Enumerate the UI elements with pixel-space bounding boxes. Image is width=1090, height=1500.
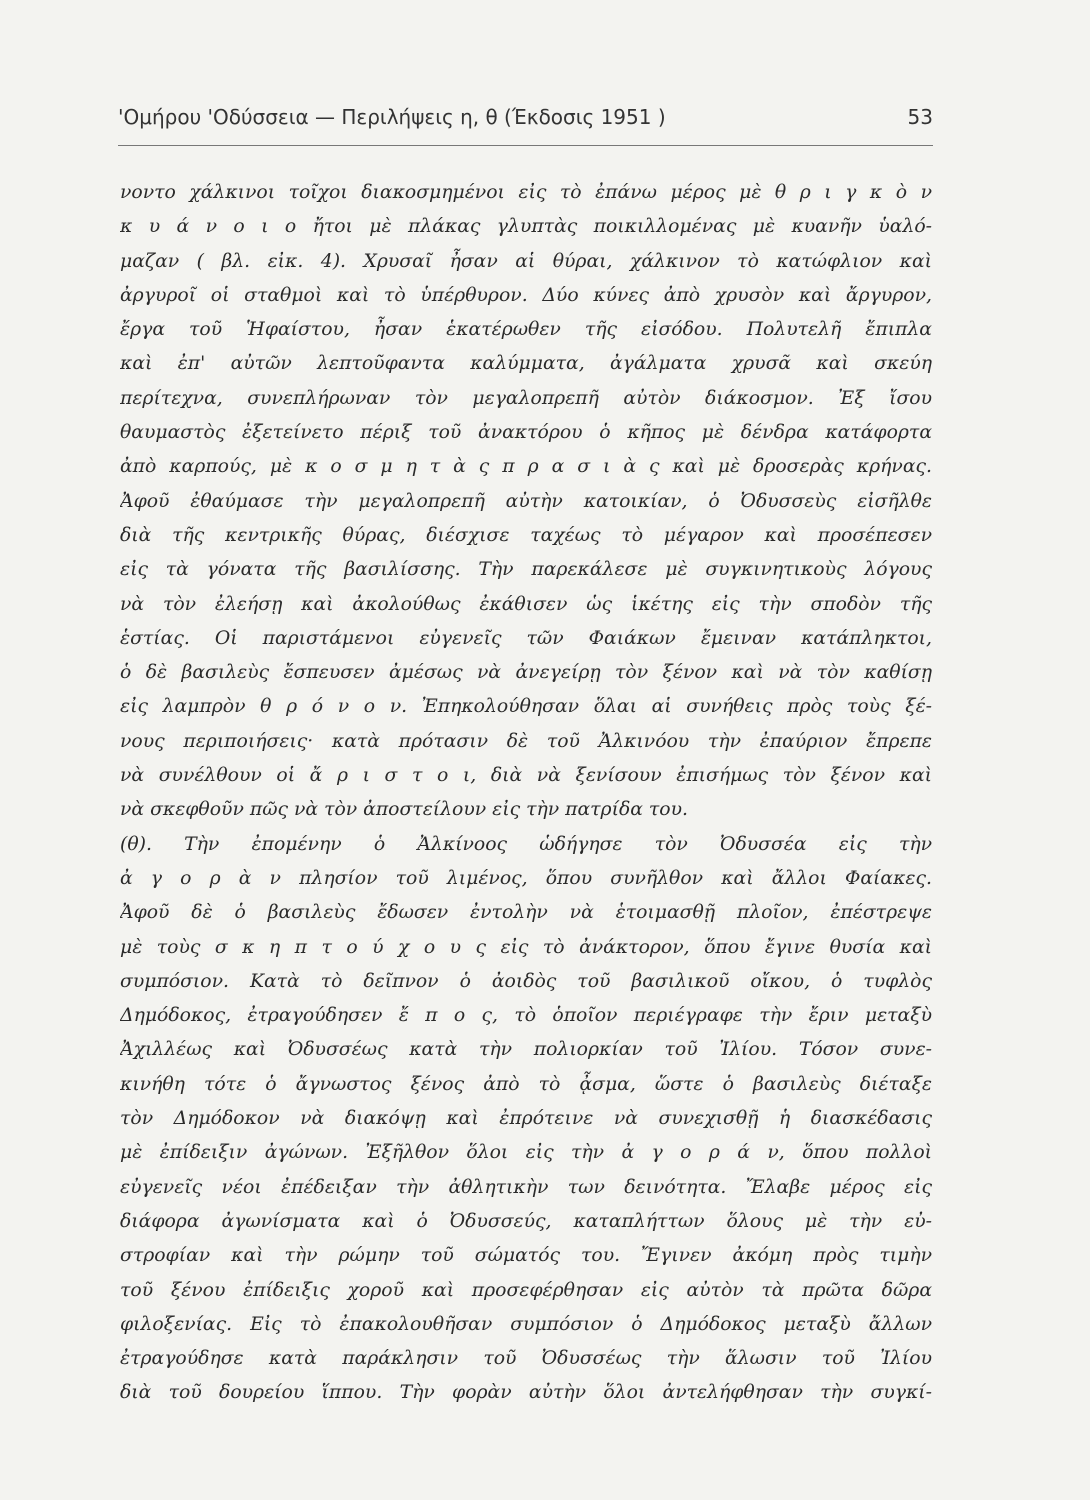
text-line: νὰ σκεφθοῦν πῶς νὰ τὸν ἀποστείλουν εἰς τὴν πατρίδα του.: [120, 799, 688, 821]
text-line: νὰ συνέλθουν οἱ ἄ ρ ι σ τ ο ι, διὰ νὰ ξενίσουν ἐπισήμως τὸν ξένον καὶ: [120, 765, 932, 787]
header-title: 'Ομήρου 'Οδύσσεια — Περιλήψεις η, θ (Έκδοσις 1951 ): [118, 105, 666, 129]
header-divider: [118, 145, 933, 146]
text-line: ἀργυροῖ οἱ σταθμοὶ καὶ τὸ ὑπέρθυρον. Δύο κύνες ἀπὸ χρυσὸν καὶ ἄργυρον,: [120, 284, 932, 306]
text-line: μαζαν ( βλ. εἰκ. 4). Χρυσαῖ ἦσαν αἱ θύραι, χάλκινον τὸ κατώφλιον καὶ: [120, 250, 932, 272]
text-line: θαυμαστὸς ἐξετείνετο πέριξ τοῦ ἀνακτόρου ὁ κῆπος μὲ δένδρα κατάφορτα: [120, 422, 932, 444]
text-line: μὲ ἐπίδειξιν ἀγώνων. Ἐξῆλθον ὅλοι εἰς τὴν ἀ γ ο ρ ά ν, ὅπου πολλοὶ: [120, 1142, 932, 1164]
text-line: Ἀφοῦ ἐθαύμασε τὴν μεγαλοπρεπῆ αὐτὴν κατοικίαν, ὁ Ὀδυσσεὺς εἰσῆλθε: [120, 490, 932, 512]
body-text: [120, 176, 932, 1411]
text-line: νοντο χάλκινοι τοῖχοι διακοσμημένοι εἰς τὸ ἐπάνω μέρος μὲ θ ρ ι γ κ ὸ ν: [120, 182, 932, 203]
text-line: κ υ ά ν ο ι ο ἤτοι μὲ πλάκας γλυπτὰς ποικιλλομένας μὲ κυανῆν ὑαλό-: [120, 216, 932, 238]
text-line: ἔργα τοῦ Ἡφαίστου, ἦσαν ἑκατέρωθεν τῆς εἰσόδου. Πολυτελῆ ἔπιπλα: [120, 319, 932, 341]
text-line: συμπόσιον. Κατὰ τὸ δεῖπνον ὁ ἀοιδὸς τοῦ βασιλικοῦ οἴκου, ὁ τυφλὸς: [120, 970, 932, 992]
text-line: τὸν Δημόδοκον νὰ διακόψῃ καὶ ἐπρότεινε νὰ συνεχισθῇ ἡ διασκέδασις: [120, 1108, 932, 1130]
text-line: Ἀφοῦ δὲ ὁ βασιλεὺς ἔδωσεν ἐντολὴν νὰ ἑτοιμασθῇ πλοῖον, ἐπέστρεψε: [120, 902, 932, 924]
text-line: διὰ τοῦ δουρείου ἵππου. Τὴν φορὰν αὐτὴν ὅλοι ἀντελήφθησαν τὴν συγκί-: [120, 1382, 932, 1404]
text-line: νὰ τὸν ἐλεήσῃ καὶ ἀκολούθως ἐκάθισεν ὡς ἱκέτης εἰς τὴν σποδὸν τῆς: [120, 593, 932, 615]
text-line: ἀ γ ο ρ ὰ ν πλησίον τοῦ λιμένος, ὅπου συνῆλθον καὶ ἄλλοι Φαίακες.: [120, 867, 932, 889]
text-line: τοῦ ξένου ἐπίδειξις χοροῦ καὶ προσεφέρθησαν εἰς αὐτὸν τὰ πρῶτα δῶρα: [120, 1279, 932, 1301]
text-line: κινήθη τότε ὁ ἄγνωστος ξένος ἀπὸ τὸ ᾆσμα, ὥστε ὁ βασιλεὺς διέταξε: [120, 1073, 932, 1095]
text-line: μὲ τοὺς σ κ η π τ ο ύ χ ο υ ς εἰς τὸ ἀνάκτορον, ὅπου ἔγινε θυσία καὶ: [120, 936, 932, 958]
text-line: εἰς λαμπρὸν θ ρ ό ν ο ν. Ἐπηκολούθησαν ὅλαι αἱ συνήθεις πρὸς τοὺς ξέ-: [120, 696, 932, 718]
running-header: [118, 105, 933, 137]
text-line: ἀπὸ καρπούς, μὲ κ ο σ μ η τ ὰ ς π ρ α σ ι ὰ ς καὶ μὲ δροσερὰς κρήνας.: [120, 456, 932, 478]
text-line: εὐγενεῖς νέοι ἐπέδειξαν τὴν ἀθλητικὴν των δεινότητα. Ἔλαβε μέρος εἰς: [120, 1176, 932, 1198]
page-number: 53: [907, 105, 933, 129]
text-line: ἑστίας. Οἱ παριστάμενοι εὐγενεῖς τῶν Φαιάκων ἔμειναν κατάπληκτοι,: [120, 627, 932, 649]
text-line: περίτεχνα, συνεπλήρωναν τὸν μεγαλοπρεπῆ αὐτὸν διάκοσμον. Ἐξ ἴσου: [120, 387, 932, 409]
text-line: νους περιποιήσεις· κατὰ πρότασιν δὲ τοῦ Ἀλκινόου τὴν ἐπαύριον ἔπρεπε: [120, 730, 932, 752]
text-line: διὰ τῆς κεντρικῆς θύρας, διέσχισε ταχέως τὸ μέγαρον καὶ προσέπεσεν: [120, 524, 932, 546]
text-line: φιλοξενίας. Εἰς τὸ ἐπακολουθῆσαν συμπόσιον ὁ Δημόδοκος μεταξὺ ἄλλων: [120, 1313, 932, 1335]
text-line: (θ). Τὴν ἐπομένην ὁ Ἀλκίνοος ὡδήγησε τὸν Ὀδυσσέα εἰς τὴν: [120, 833, 932, 855]
text-line: στροφίαν καὶ τὴν ρώμην τοῦ σώματός του. Ἔγινεν ἀκόμη πρὸς τιμὴν: [120, 1245, 932, 1267]
text-line: καὶ ἐπ' αὐτῶν λεπτοῦφαντα καλύμματα, ἀγάλματα χρυσᾶ καὶ σκεύη: [120, 353, 932, 375]
text-line: ὁ δὲ βασιλεὺς ἔσπευσεν ἀμέσως νὰ ἀνεγείρῃ τὸν ξένον καὶ νὰ τὸν καθίσῃ: [120, 662, 932, 684]
text-line: εἰς τὰ γόνατα τῆς βασιλίσσης. Τὴν παρεκάλεσε μὲ συγκινητικοὺς λόγους: [120, 559, 932, 581]
text-line: Ἀχιλλέως καὶ Ὀδυσσέως κατὰ τὴν πολιορκίαν τοῦ Ἰλίου. Τόσον συνε-: [120, 1039, 932, 1061]
text-line: ἐτραγούδησε κατὰ παράκλησιν τοῦ Ὀδυσσέως τὴν ἅλωσιν τοῦ Ἰλίου: [120, 1348, 932, 1370]
text-line: Δημόδοκος, ἐτραγούδησεν ἔ π ο ς, τὸ ὁποῖον περιέγραφε τὴν ἔριν μεταξὺ: [120, 1005, 932, 1027]
text-line: διάφορα ἀγωνίσματα καὶ ὁ Ὀδυσσεύς, καταπλήττων ὅλους μὲ τὴν εὐ-: [120, 1210, 932, 1232]
